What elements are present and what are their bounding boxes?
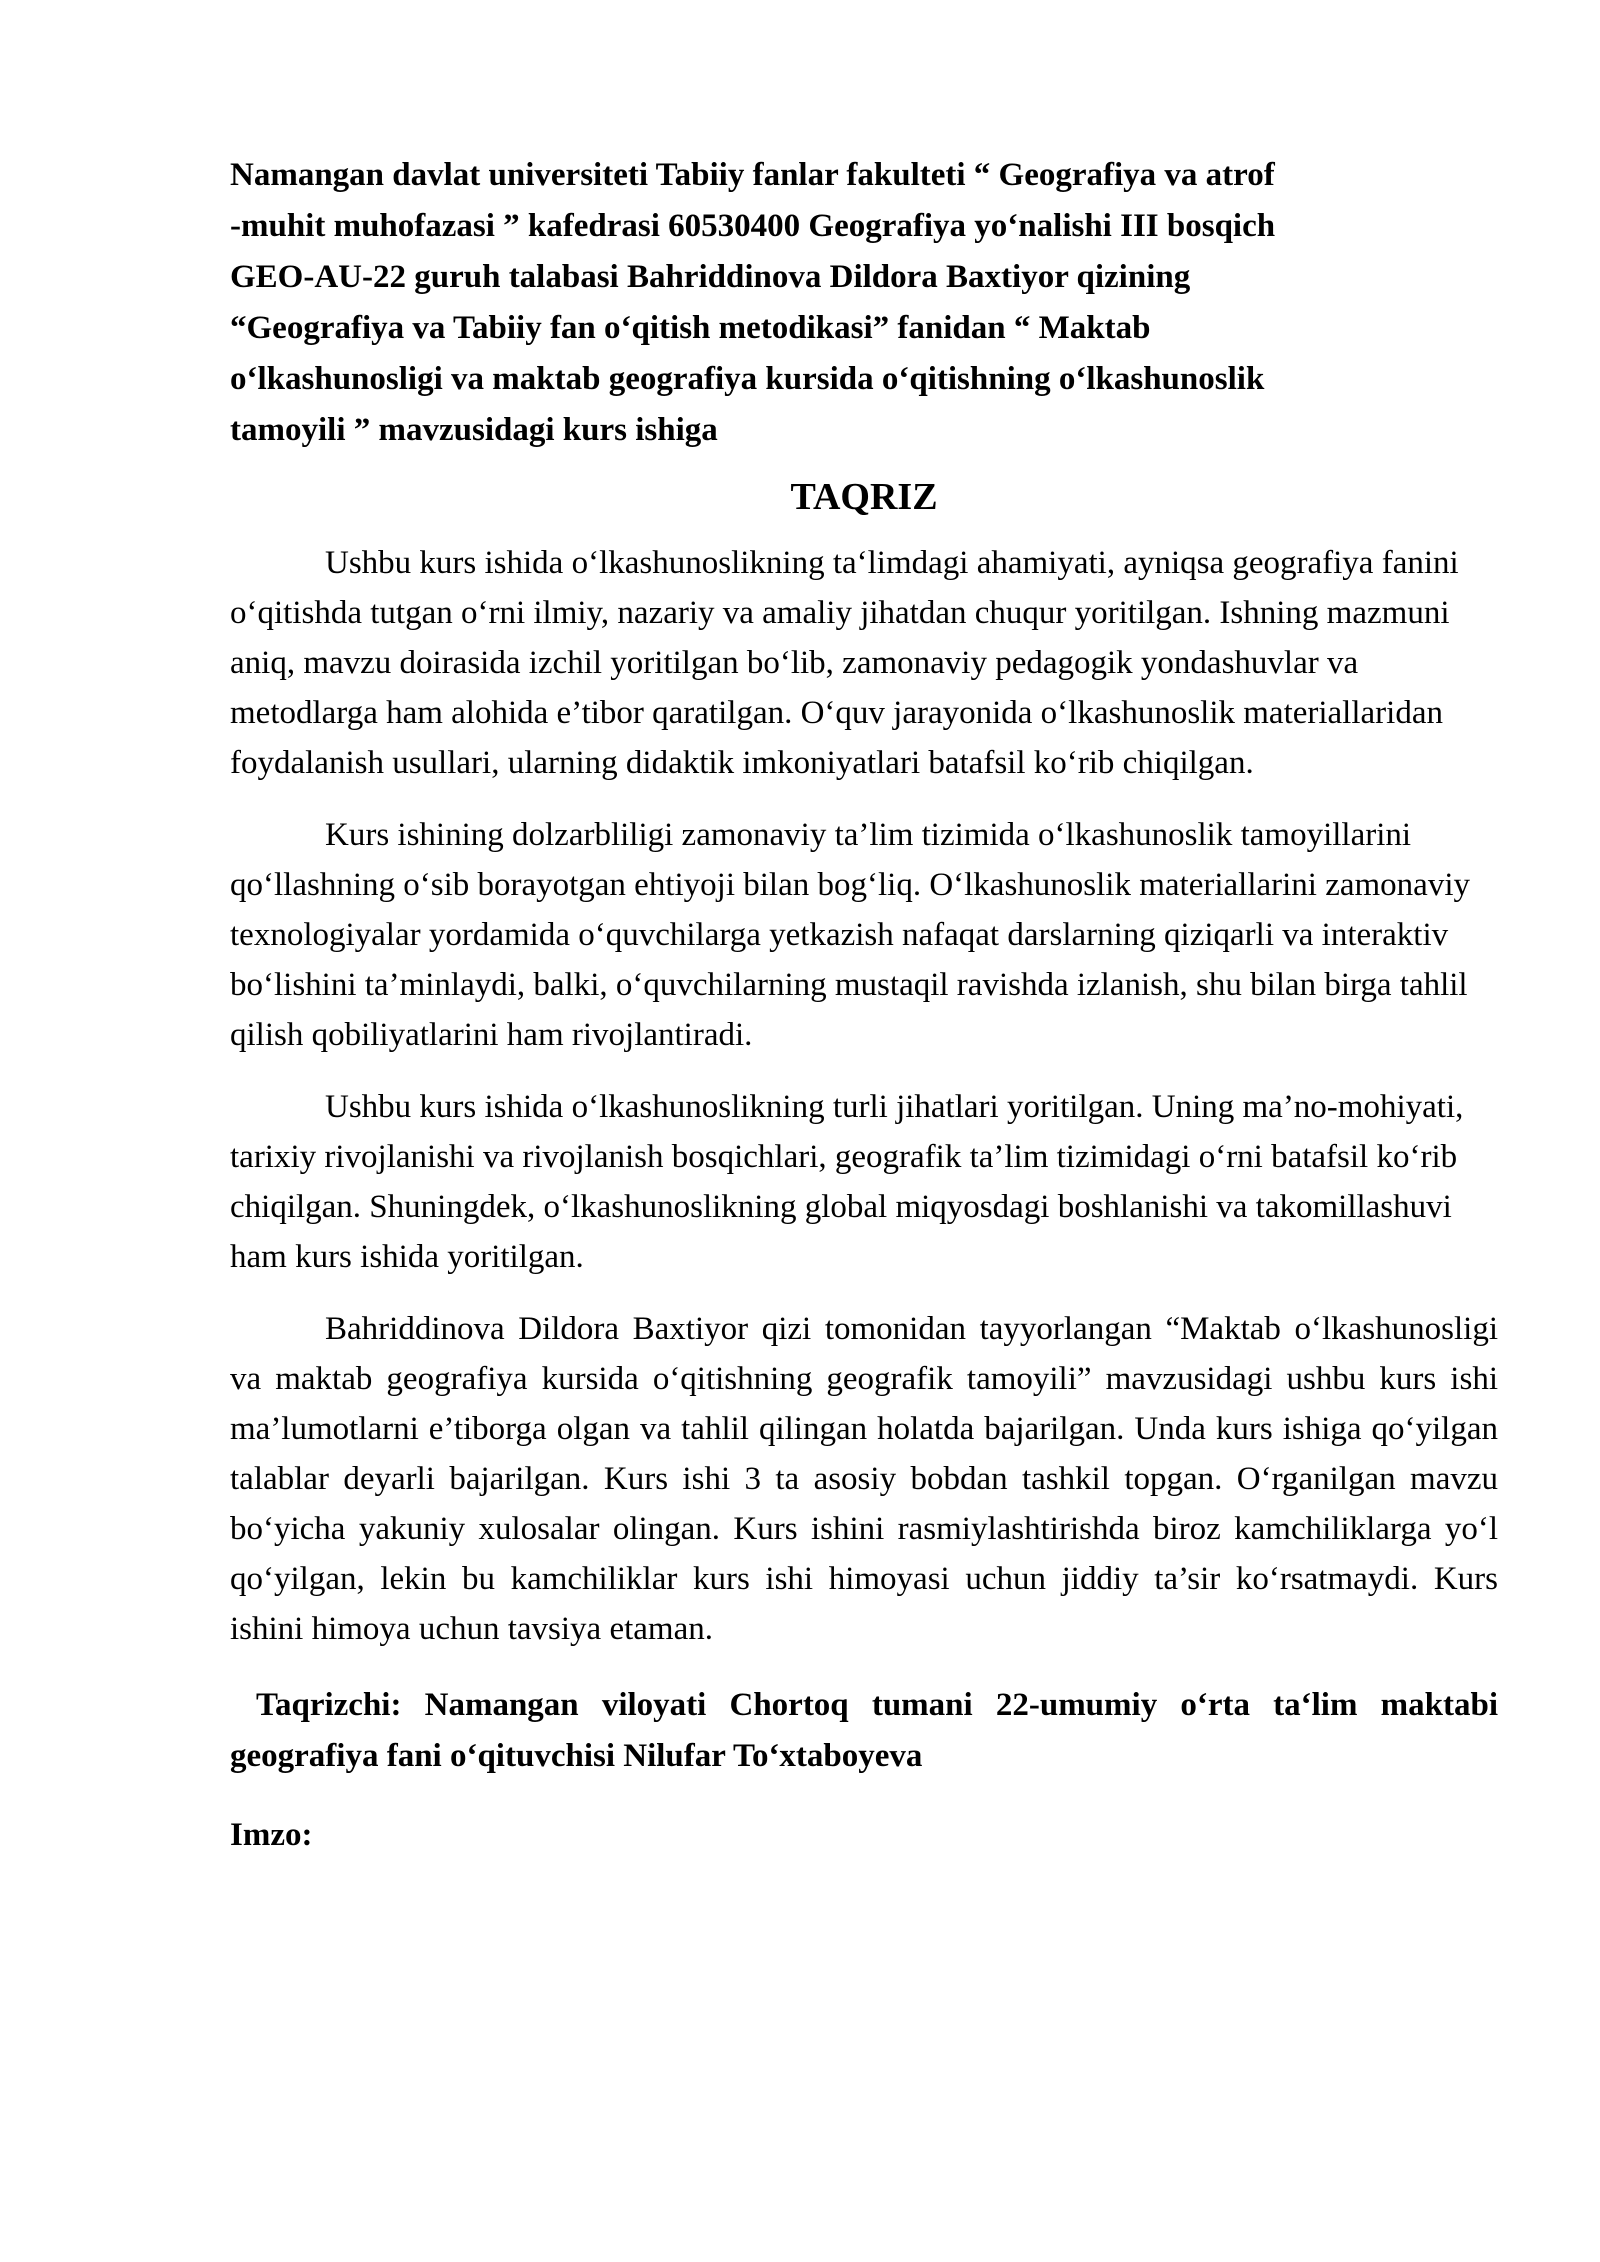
heading-line: GEO-AU-22 guruh talabasi Bahriddinova Dildora Baxtiyor qizining: [230, 259, 1191, 295]
signature-label: Imzo:: [230, 1817, 313, 1853]
heading-line: Namangan davlat universiteti Tabiiy fanlar fakulteti “ Geografiya va atrof: [230, 157, 1275, 193]
paragraph: Bahriddinova Dildora Baxtiyor qizi tomonidan tayyorlangan “Maktab oʻlkashunosligi va maktab geografiya kursida oʻqitishning geografik tamoyili” mavzusidagi ushbu kurs ishi ma’lumotlarni e’tiborga olgan va tahlil qilingan holatda bajarilgan. Unda kurs ishiga qoʻyilgan talablar deyarli bajarilgan. Kurs ishi 3 ta asosiy bobdan tashkil topgan. Oʻrganilgan mavzu boʻyicha yakuniy xulosalar olingan. Kurs ishini rasmiylashtirishda biroz kamchiliklarga yoʻl qoʻyilgan, lekin bu kamchiliklar kurs ishi himoyasi uchun jiddiy ta’sir koʻrsatmaydi. Kurs ishini himoya uchun tavsiya etaman.: [230, 1311, 1498, 1647]
heading-line: oʻlkashunosligi va maktab geografiya kursida oʻqitishning oʻlkashunoslik: [230, 361, 1265, 397]
heading-line: tamoyili ” mavzusidagi kurs ishiga: [230, 412, 718, 448]
heading-line: -muhit muhofazasi ” kafedrasi 60530400 Geografiya yoʻnalishi III bosqich: [230, 208, 1276, 244]
paragraph: Ushbu kurs ishida oʻlkashunoslikning turli jihatlari yoritilgan. Uning ma’no-mohiyati, tarixiy rivojlanishi va rivojlanish bosqichlari, geografik ta’lim tizimidagi oʻrni batafsil koʻrib chiqilgan. Shuningdek, oʻlkashunoslikning global miqyosdagi boshlanishi va takomillashuvi ham kurs ishida yoritilgan.: [230, 1089, 1464, 1275]
reviewer-info: Taqrizchi: Namangan viloyati Chortoq tumani 22-umumiy oʻrta taʻlim maktabi geografiya fani oʻqituvchisi Nilufar Toʻxtaboyeva: [230, 1687, 1498, 1774]
paragraph: Kurs ishining dolzarbliligi zamonaviy ta’lim tizimida oʻlkashunoslik tamoyillarini qoʻllashning oʻsib borayotgan ehtiyoji bilan bogʻliq. Oʻlkashunoslik materiallarini zamonaviy texnologiyalar yordamida oʻquvchilarga yetkazish nafaqat darslarning qiziqarli va interaktiv boʻlishini ta’minlaydi, balki, oʻquvchilarning mustaqil ravishda izlanish, shu bilan birga tahlil qilish qobiliyatlarini ham rivojlantiradi.: [230, 817, 1470, 1053]
document-heading: [230, 150, 1498, 456]
paragraph: Ushbu kurs ishida oʻlkashunoslikning taʻlimdagi ahamiyati, ayniqsa geografiya fanini oʻqitishda tutgan oʻrni ilmiy, nazariy va amaliy jihatdan chuqur yoritilgan. Ishning mazmuni aniq, mavzu doirasida izchil yoritilgan boʻlib, zamonaviy pedagogik yondashuvlar va metodlarga ham alohida e’tibor qaratilgan. Oʻquv jarayonida oʻlkashunoslik materiallaridan foydalanish usullari, ularning didaktik imkoniyatlari batafsil koʻrib chiqilgan.: [230, 545, 1459, 781]
document-page: [230, 150, 1498, 1860]
heading-line: “Geografiya va Tabiiy fan oʻqitish metodikasi” fanidan “ Maktab: [230, 310, 1151, 346]
document-title: TAQRIZ: [790, 476, 938, 518]
